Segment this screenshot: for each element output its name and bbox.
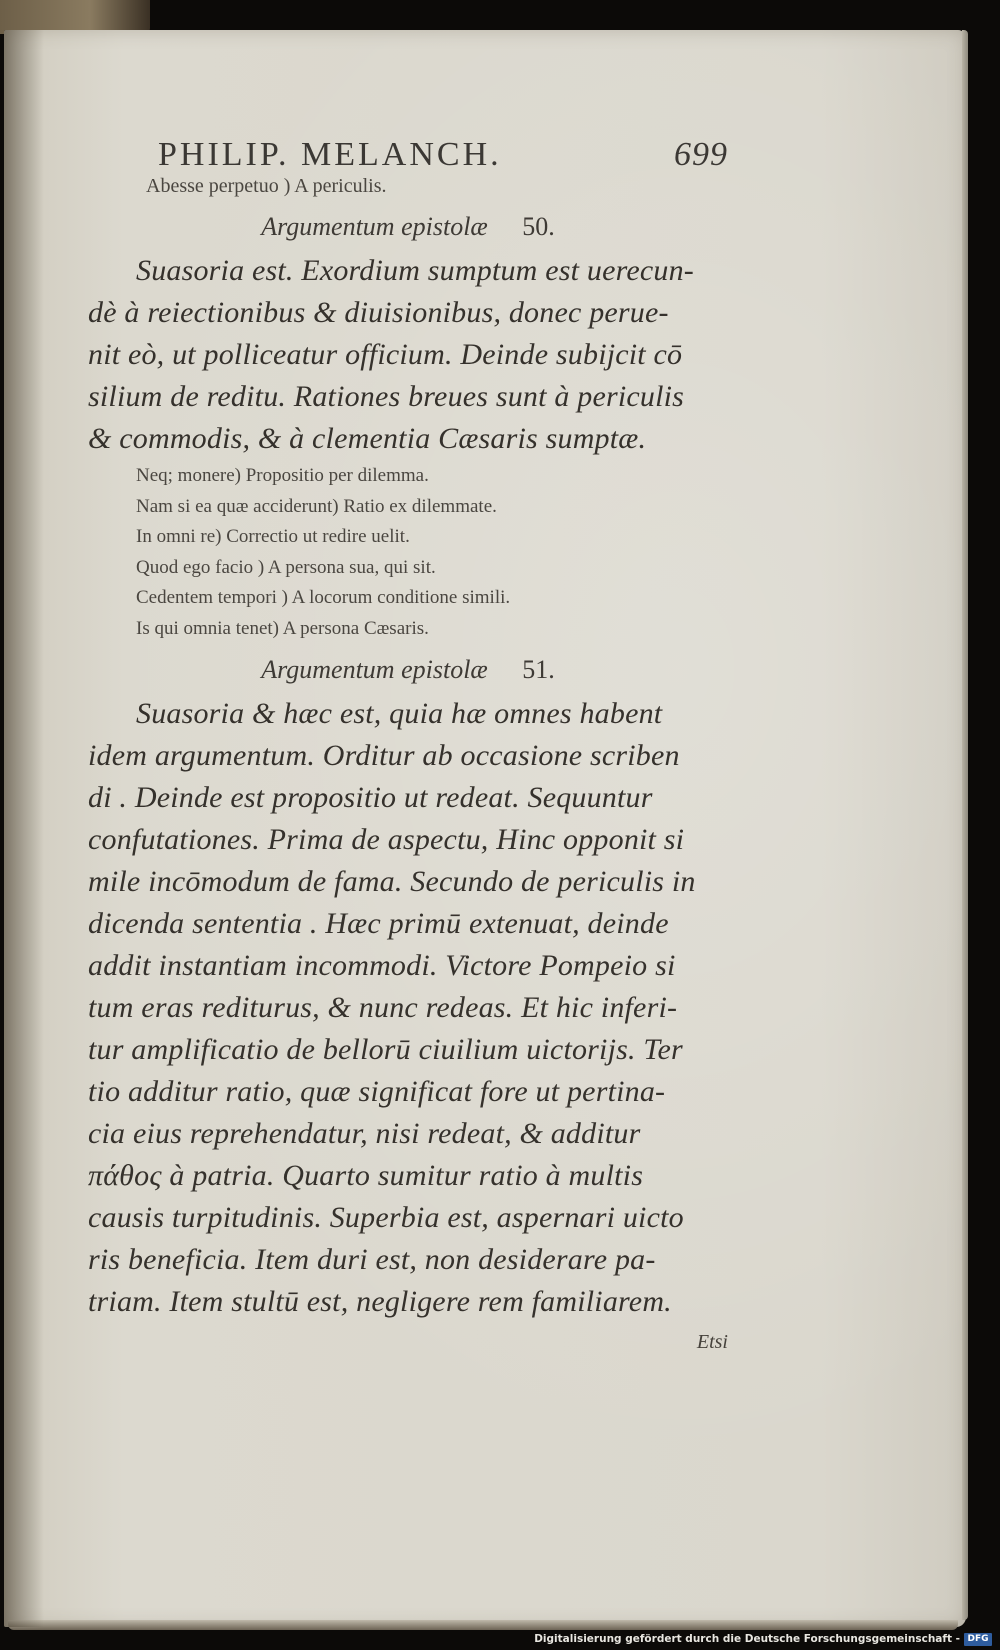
opening-note: Abesse perpetuo ) A periculis.: [146, 175, 387, 197]
page-header: [88, 120, 728, 173]
note-line: In omni re) Correctio ut redire uelit.: [136, 526, 410, 547]
gutter-shadow: [4, 30, 44, 1627]
heading-epistle-50: [88, 206, 728, 256]
note-line: Neq; monere) Propositio per dilemma.: [136, 465, 429, 486]
text-line: nit eò, ut polliceatur officium. Deinde subijcit cō: [88, 338, 683, 371]
text-line: silium de reditu. Rationes breues sunt à periculis: [88, 380, 685, 413]
text-line: Suasoria est. Exordium sumptum est uerecun-: [136, 254, 694, 287]
note-line: Is qui omnia tenet) A persona Cæsaris.: [136, 617, 429, 639]
text-line: Suasoria & hæc est, quia hæ omnes habent: [136, 697, 663, 730]
funding-credit: Digitalisierung gefördert durch die Deutsche Forschungsgemeinschaft -: [534, 1633, 960, 1645]
page-number: 699: [674, 136, 728, 173]
text-line: dè à reiectionibus & diuisionibus, donec perue-: [88, 296, 669, 329]
text-line: cia eius reprehendatur, nisi redeat, & additur: [88, 1117, 641, 1150]
text-line: tio additur ratio, quæ significat fore ut pertina-: [88, 1075, 666, 1108]
dfg-logo: DFG: [964, 1633, 992, 1646]
heading-number: 51.: [522, 655, 555, 684]
paragraph-epistle-51: [88, 699, 728, 1329]
text-line: tum eras rediturus, & nunc redeas. Et hic inferi-: [88, 991, 678, 1024]
text-line: mile incōmodum de fama. Secundo de periculis in: [88, 865, 696, 898]
heading-label: Argumentum epistolæ: [261, 655, 488, 684]
text-line: idem argumentum. Orditur ab occasione scriben: [88, 739, 680, 772]
text-line: triam. Item stultū est, negligere rem familiarem.: [88, 1285, 672, 1318]
text-line: & commodis, & à clementia Cæsaris sumptæ.: [88, 422, 647, 455]
text-line: addit instantiam incommodi. Victore Pompeio si: [88, 949, 676, 982]
note-line: Nam si ea quæ acciderunt) Ratio ex dilemmate.: [136, 495, 497, 517]
catchword: Etsi: [696, 1331, 728, 1353]
text-line: dicenda sententia . Hæc primū extenuat, deinde: [88, 907, 669, 940]
text-line: πάθος à patria. Quarto sumitur ratio à multis: [88, 1159, 644, 1192]
previous-page-edge: [0, 0, 150, 34]
note-line: Quod ego facio ) A persona sua, qui sit.: [136, 556, 436, 578]
notes-epistle-50: [88, 466, 728, 649]
heading-number: 50.: [522, 212, 555, 241]
text-line: di . Deinde est propositio ut redeat. Sequuntur: [88, 781, 653, 814]
text-line: confutationes. Prima de aspectu, Hinc opponit si: [88, 823, 685, 856]
page-right-edge: [962, 30, 968, 1620]
text-line: tur amplificatio de bellorū ciuilium uictorijs. Ter: [88, 1033, 683, 1066]
text-line: ris beneficia. Item duri est, non desiderare pa-: [88, 1243, 656, 1276]
note-line: Cedentem tempori ) A locorum conditione simili.: [136, 587, 511, 608]
heading-epistle-51: [88, 649, 728, 699]
heading-label: Argumentum epistolæ: [261, 212, 488, 241]
running-title: PHILIP. MELANCH.: [158, 136, 502, 173]
text-line: causis turpitudinis. Superbia est, aspernari uicto: [88, 1201, 684, 1234]
page-bottom-edge: [8, 1620, 958, 1630]
paragraph-epistle-50: [88, 256, 728, 466]
page-text: [88, 120, 728, 1354]
